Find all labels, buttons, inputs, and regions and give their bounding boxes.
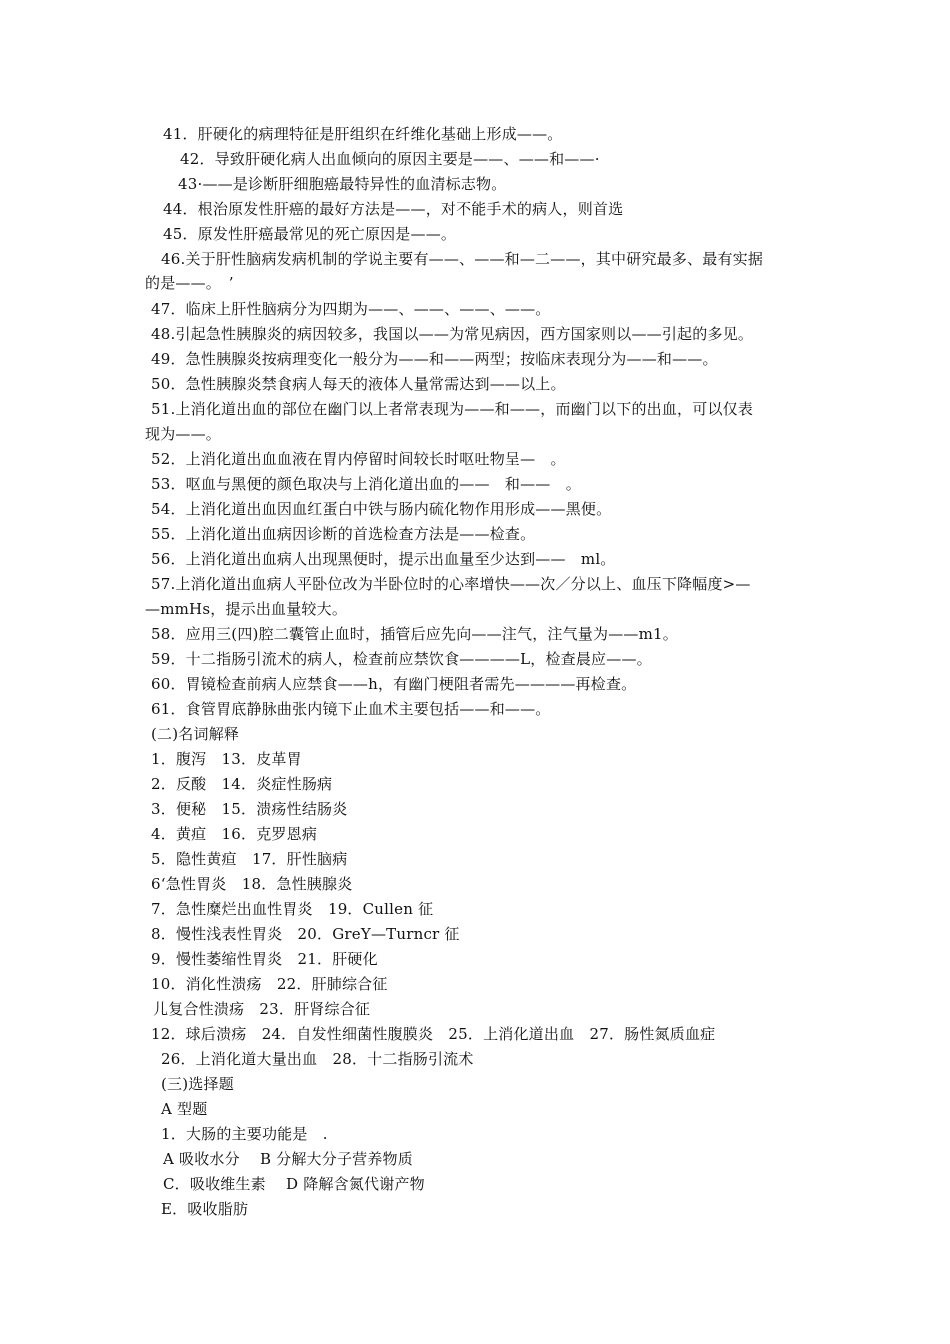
item-47: 47．临床上肝性脑病分为四期为——、——、——、——。	[151, 300, 551, 318]
term-row: 6‘急性胃炎 18．急性胰腺炎	[151, 875, 353, 893]
item-53: 53．呕血与黑便的颜色取决与上消化道出血的—— 和—— 。	[151, 475, 581, 493]
term-row: 10．消化性溃疡 22．肝肺综合征	[151, 975, 388, 993]
question-1-options-cd: C．吸收维生素 D 降解含氮代谢产物	[163, 1175, 425, 1193]
section-heading-choice: (三)选择题	[161, 1075, 234, 1093]
item-57-cont: —mmHs，提示出血量较大。	[145, 600, 348, 618]
item-61: 61．食管胃底静脉曲张内镜下止血术主要包括——和——。	[151, 700, 551, 718]
item-56: 56．上消化道出血病人出现黑便时，提示出血量至少达到—— ml。	[151, 550, 616, 568]
term-row: 2．反酸 14．炎症性肠病	[151, 775, 333, 793]
question-1-options-ab: A 吸收水分 B 分解大分子营养物质	[163, 1150, 413, 1168]
item-52: 52．上消化道出血血液在胃内停留时间较长时呕吐物呈— 。	[151, 450, 566, 468]
item-51: 51.上消化道出血的部位在幽门以上者常表现为——和——，而幽门以下的出血，可以仅表	[151, 400, 754, 418]
item-58: 58．应用三(四)腔二囊管止血时，插管后应先向——注气，注气量为——m1。	[151, 625, 678, 643]
question-1: 1．大肠的主要功能是 .	[161, 1125, 328, 1143]
item-51-cont: 现为——。	[145, 425, 222, 443]
question-1-option-e: E．吸收脂肪	[161, 1200, 249, 1218]
item-41: 41．肝硬化的病理特征是肝组织在纤维化基础上形成——。	[163, 125, 563, 143]
section-heading-terms: (二)名词解释	[151, 725, 240, 743]
item-46: 46.关于肝性脑病发病机制的学说主要有——、——和—二——，其中研究最多、最有实据	[161, 250, 764, 268]
term-row: 1．腹泻 13．皮革胃	[151, 750, 302, 768]
question-type-label: A 型题	[161, 1100, 208, 1118]
term-row: 12．球后溃疡 24．自发性细菌性腹膜炎 25．上消化道出血 27．肠性氮质血症	[151, 1025, 716, 1043]
term-row: 8．慢性浅表性胃炎 20．GreY—Turncr 征	[151, 925, 460, 943]
item-48: 48.引起急性胰腺炎的病因较多，我国以——为常见病因，西方国家则以——引起的多见。	[151, 325, 754, 343]
term-row: 3．便秘 15．溃疡性结肠炎	[151, 800, 348, 818]
term-row: 7．急性糜烂出血性胃炎 19．Cullen 征	[151, 900, 434, 918]
term-row: 26．上消化道大量出血 28．十二指肠引流术	[161, 1050, 474, 1068]
term-row: 儿复合性溃疡 23．肝肾综合征	[153, 1000, 371, 1018]
item-46-cont: 的是——。 ’	[145, 274, 234, 292]
item-50: 50．急性胰腺炎禁食病人每天的液体人量常需达到——以上。	[151, 375, 566, 393]
item-59: 59．十二指肠引流术的病人，检查前应禁饮食————L，检查晨应——。	[151, 650, 652, 668]
item-54: 54．上消化道出血因血红蛋白中铁与肠内硫化物作用形成——黑便。	[151, 500, 612, 518]
term-row: 9．慢性萎缩性胃炎 21．肝硬化	[151, 950, 378, 968]
item-44: 44．根治原发性肝癌的最好方法是——，对不能手术的病人，则首选	[163, 200, 624, 218]
item-49: 49．急性胰腺炎按病理变化一般分为——和——两型；按临床表现分为——和——。	[151, 350, 718, 368]
item-60: 60．胃镜检查前病人应禁食——h，有幽门梗阻者需先————再检查。	[151, 675, 637, 693]
term-row: 4．黄疸 16．克罗恩病	[151, 825, 318, 843]
item-45: 45．原发性肝癌最常见的死亡原因是——。	[163, 225, 457, 243]
term-row: 5．隐性黄疸 17．肝性脑病	[151, 850, 348, 868]
item-57: 57.上消化道出血病人平卧位改为半卧位时的心率增快——次／分以上、血压下降幅度>—	[151, 575, 751, 593]
item-42: 42．导致肝硬化病人出血倾向的原因主要是——、——和——·	[180, 150, 600, 168]
item-55: 55．上消化道出血病因诊断的首选检查方法是——检查。	[151, 525, 536, 543]
item-43: 43·——是诊断肝细胞癌最特异性的血清标志物。	[178, 175, 507, 193]
